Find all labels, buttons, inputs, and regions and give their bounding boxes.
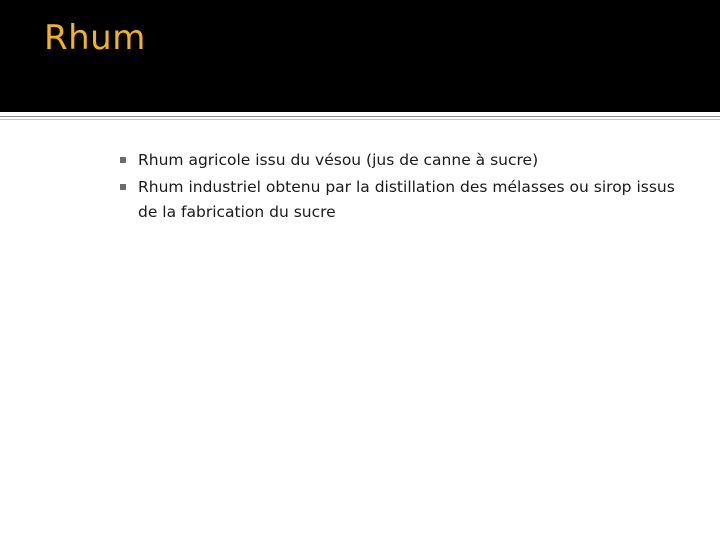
bullet-list [120,148,680,227]
slide-title: Rhum [44,18,146,58]
title-divider-dark [0,116,720,117]
bullet-text: Rhum agricole issu du vésou (jus de canne à sucre) [138,151,539,169]
title-band [0,0,720,112]
bullet-item [120,148,680,173]
bullet-item [120,175,680,225]
square-bullet-icon [120,184,126,190]
bullet-text: Rhum industriel obtenu par la distillation des mélasses ou sirop issus de la fabrication du sucre [138,178,675,221]
square-bullet-icon [120,157,126,163]
title-divider-light [0,119,720,120]
